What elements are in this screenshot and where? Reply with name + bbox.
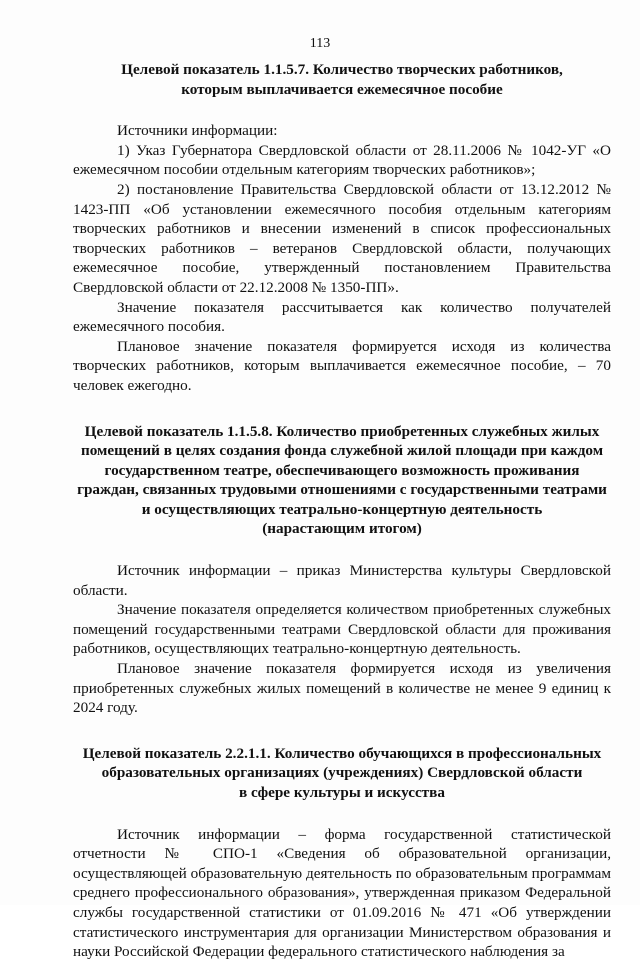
section-heading-2-2-1-1 — [73, 744, 611, 803]
heading-line: (нарастающим итогом) — [262, 520, 422, 538]
paragraph-calculation: Значение показателя рассчитывается как количество получателей ежемесячного пособия. — [73, 298, 611, 336]
paragraph-calculation: Значение показателя определяется количеством приобретенных служебных помещений государственными театрами Свердловской области для проживания работников, осуществляющих театрально-концертную деятельность. — [73, 601, 611, 658]
paragraph-planned-value: Плановое значение показателя формируется исходя из увеличения приобретенных служебных жилых помещений в количестве не менее 9 единиц к 2024 году. — [73, 660, 611, 717]
heading-line: Целевой показатель 2.2.1.1. Количество обучающихся в профессиональных — [82, 744, 602, 762]
heading-line: граждан, связанных трудовыми отношениями с государственными театрами — [77, 481, 607, 499]
heading-line: и осуществляющих театрально-концертную деятельность — [141, 500, 543, 518]
heading-line: Целевой показатель 1.1.5.8. Количество приобретенных служебных жилых — [84, 422, 600, 440]
paragraph-source-2: 2) постановление Правительства Свердловской области от 13.12.2012 № 1423-ПП «Об установлении ежемесячного пособия отдельным категориям творческих работников и внесении изменений в список профессиональных творческих работников – ветеранов Свердловской области, получающих ежемесячное пособие, утвержденный постановлением Правительства Свердловской области от 22.12.2008 № 1350-ПП». — [73, 180, 611, 296]
heading-line: Целевой показатель 1.1.5.7. Количество творческих работников, — [121, 61, 563, 78]
paragraph-source: Источник информации – приказ Министерства культуры Свердловской области. — [73, 562, 611, 599]
paragraph-sources-label: Источники информации: — [117, 122, 278, 140]
paragraph-source-1: 1) Указ Губернатора Свердловской области от 28.11.2006 № 1042-УГ «О ежемесячном пособии отдельным категориям творческих работников»; — [73, 141, 611, 179]
section-heading-1-1-5-7 — [73, 60, 611, 99]
heading-line: которым выплачивается ежемесячное пособие — [181, 80, 503, 98]
page-number: 113 — [309, 36, 331, 51]
section-heading-1-1-5-8 — [73, 422, 611, 540]
heading-line: в сфере культуры и искусства — [239, 784, 445, 801]
heading-line: государственном театре, обеспечивающего возможность проживания — [104, 461, 580, 479]
heading-line: образовательных организациях (учреждениях) Свердловской области — [101, 764, 583, 782]
heading-line: помещений в целях создания фонда служебной жилой площади при каждом — [80, 442, 604, 460]
document-body — [73, 60, 611, 962]
paragraph-source: Источник информации – форма государственной статистической отчетности № СПО-1 «Сведения об образовательной организации, осуществляющей образовательную деятельность по образовательным программам среднего профессионального образования», утвержденная приказом Федеральной службы государственной статистики от 01.09.2016 № 471 «Об утверждении статистического инструментария для организации Министерством образования и науки Российской Федерации федерального статистического наблюдения за — [73, 825, 611, 961]
paragraph-planned-value: Плановое значение показателя формируется исходя из количества творческих работников, которым выплачивается ежемесячное пособие, – 70 человек ежегодно. — [73, 337, 611, 394]
